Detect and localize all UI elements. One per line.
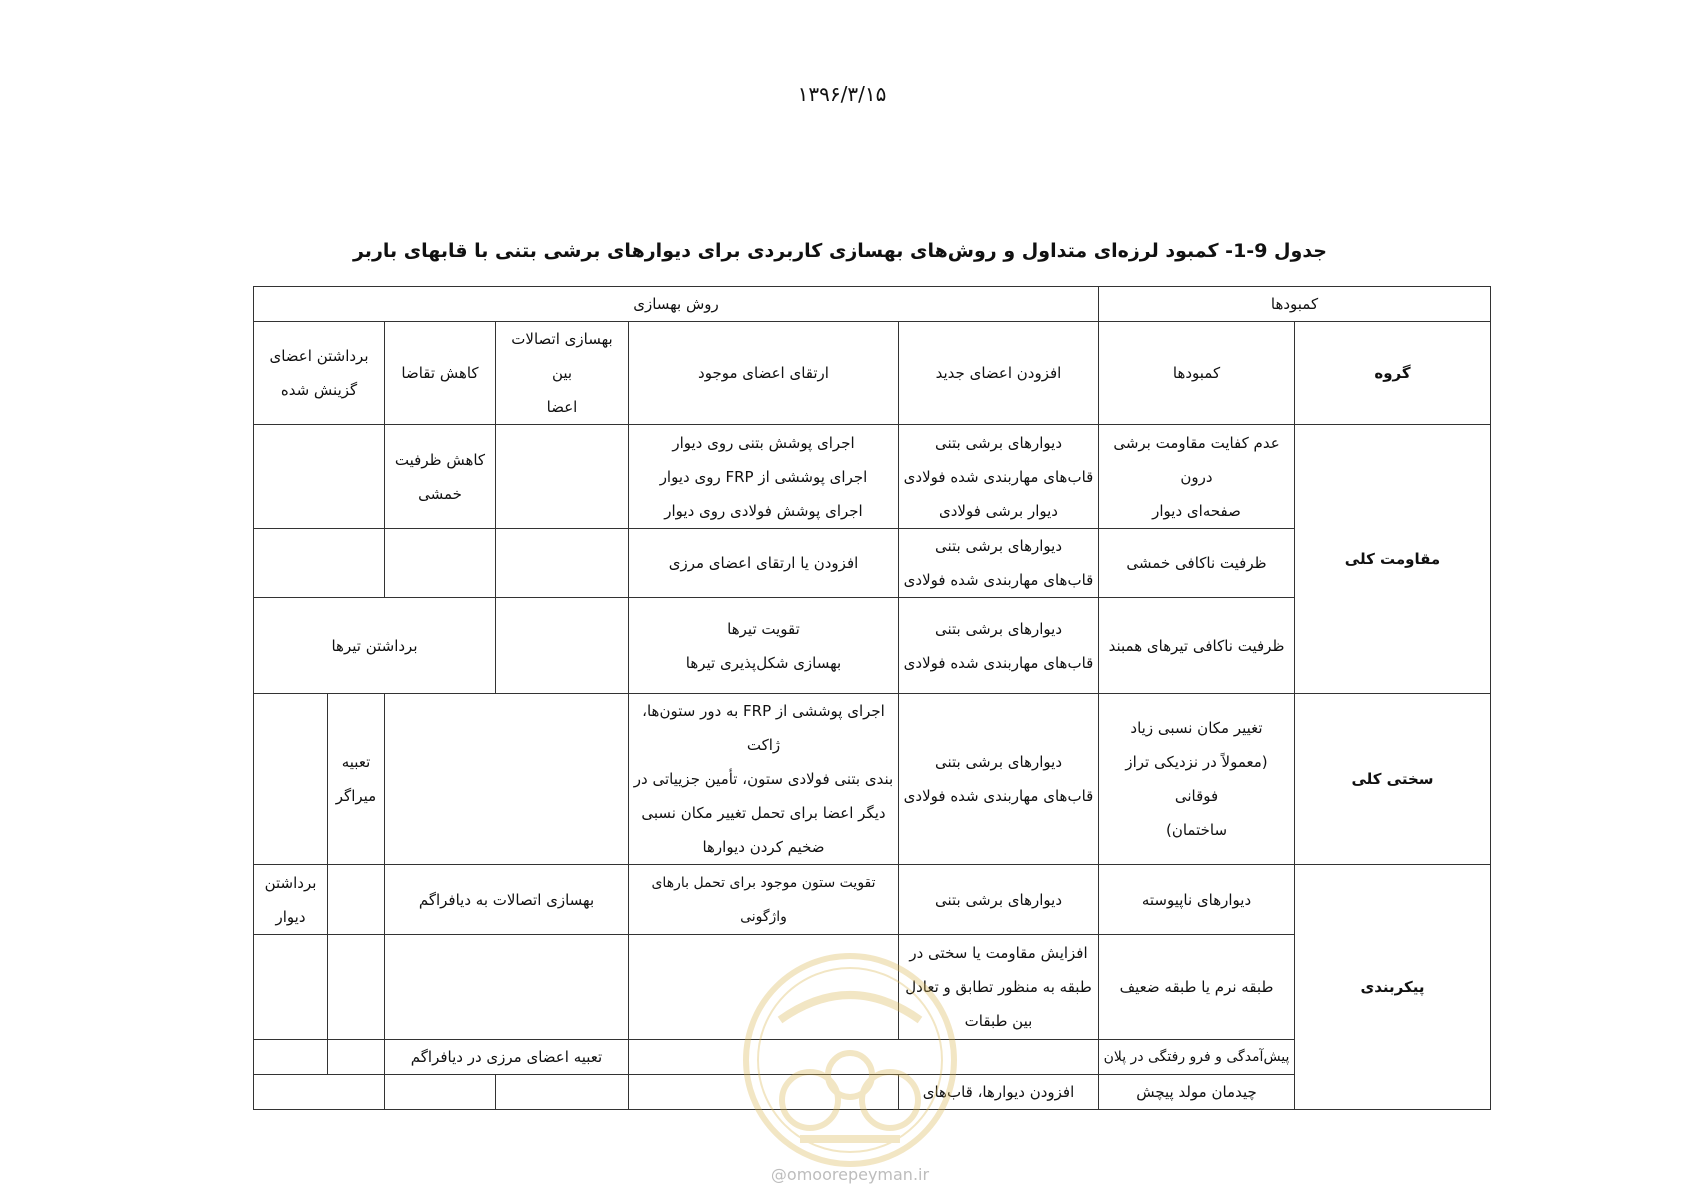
- deficiencies-header: کمبودها: [1099, 287, 1491, 322]
- cell-line: اجرای پوششی از FRP روی دیوار: [659, 467, 868, 486]
- deficiency-cell: دیوارهای ناپیوسته: [1099, 865, 1295, 935]
- cell-line: تقویت تیرها: [727, 619, 800, 638]
- cell-line: دیوارهای برشی بتنی: [934, 619, 1063, 638]
- cell-line: خمشی: [418, 484, 462, 503]
- add-new-cell: [899, 598, 1099, 694]
- remove-cell: [254, 865, 328, 935]
- deficiency-cell: [1099, 425, 1295, 529]
- remove-cell: [254, 694, 328, 865]
- cell-line: دیگر اعضا برای تحمل تغییر مکان نسبی: [641, 804, 886, 822]
- cell-line: قاب‌های مهاربندی شده فولادی: [903, 653, 1094, 672]
- damper-cell: [328, 865, 385, 935]
- table-row: [254, 287, 1491, 322]
- add-new-cell: [899, 694, 1099, 865]
- table-title: جدول 9-1- کمبود لرزه‌ای متداول و روش‌های بهسازی کاربردی برای دیوارهای برشی بتنی با قابهای باربر: [352, 240, 1328, 262]
- cell-line: ساختمان): [1165, 821, 1228, 839]
- connections-header-line2: اعضا: [546, 398, 578, 416]
- retrofit-methods-header: روش بهسازی: [254, 287, 1099, 322]
- reduce-demand-cell: [385, 529, 496, 598]
- group-header: گروه: [1295, 322, 1491, 425]
- deficiency-table: [253, 286, 1491, 1110]
- remove-cell: [254, 425, 385, 529]
- cell-line: دیوار: [275, 907, 306, 926]
- remove-cell: برداشتن تیرها: [254, 598, 496, 694]
- upgrade-cell: [629, 1075, 899, 1110]
- connections-cell: [496, 598, 629, 694]
- cell-line: قاب‌های مهاربندی شده فولادی: [903, 571, 1094, 589]
- cell-line: (معمولاً در نزدیکی تراز فوقانی: [1125, 753, 1268, 805]
- cell-line: اجرای پوششی از FRP به دور ستون‌ها، ژاکت: [642, 702, 885, 754]
- group-overall-strength: مقاومت کلی: [1295, 425, 1491, 694]
- add-new-header: افزودن اعضای جدید: [899, 322, 1099, 425]
- deficiency-cell: [1099, 694, 1295, 865]
- remove-cell: [254, 935, 328, 1040]
- table-row: [254, 425, 1491, 529]
- add-new-cell: افزودن دیوارها، قاب‌های: [899, 1075, 1099, 1110]
- cell-line: کاهش ظرفیت: [394, 450, 486, 469]
- cell-line: دیوارهای برشی بتنی: [934, 537, 1063, 555]
- connections-cell: [496, 1075, 629, 1110]
- deficiency-col-header: کمبودها: [1099, 322, 1295, 425]
- group-configuration: پیکربندی: [1295, 865, 1491, 1110]
- cell-line: برداشتن: [264, 873, 317, 892]
- document-date: ۱۳۹۶/۳/۱۵: [797, 82, 887, 106]
- cell-line: ضخیم کردن دیوارها: [702, 838, 825, 856]
- upgrade-cell: [629, 425, 899, 529]
- connections-cell: [496, 529, 629, 598]
- remove-cell: [254, 1075, 385, 1110]
- deficiency-cell: طبقه نرم یا طبقه ضعیف: [1099, 935, 1295, 1040]
- add-new-cell: [899, 425, 1099, 529]
- cell-line: بندی بتنی فولادی ستون، تأمین جزییاتی در: [633, 770, 894, 788]
- damper-cell: [328, 1040, 385, 1075]
- upgrade-cell: تقویت ستون موجود برای تحمل بارهای واژگونی: [629, 865, 899, 935]
- connections-cell: بهسازی اتصالات به دیافراگم: [385, 865, 629, 935]
- add-new-cell: [899, 529, 1099, 598]
- upgrade-cell: [629, 935, 899, 1040]
- cell-line: عدم کفایت مقاومت برشی درون: [1113, 433, 1280, 486]
- cell-line: اجرای پوشش فولادی روی دیوار: [664, 501, 863, 520]
- connections-header-line1: بهسازی اتصالات بین: [511, 330, 613, 382]
- upgrade-existing-header: ارتقای اعضای موجود: [629, 322, 899, 425]
- add-new-cell: [899, 935, 1099, 1040]
- cell-line: دیوارهای برشی بتنی: [934, 753, 1063, 771]
- cell-line: طبقه به منظور تطابق و تعادل: [905, 978, 1092, 996]
- cell-line: بین طبقات: [964, 1012, 1033, 1030]
- reduce-demand-header: کاهش تقاضا: [385, 322, 496, 425]
- damper-cell: [328, 694, 385, 865]
- cell-line: تغییر مکان نسبی زیاد: [1130, 719, 1263, 737]
- deficiency-cell: ظرفیت ناکافی خمشی: [1099, 529, 1295, 598]
- upgrade-cell: افزودن یا ارتقای اعضای مرزی: [629, 529, 899, 598]
- reduce-demand-cell: [385, 1075, 496, 1110]
- cell-line: میراگر: [335, 787, 377, 805]
- cell-line: دیوارهای برشی بتنی: [934, 433, 1063, 452]
- table-row: [254, 322, 1491, 425]
- connections-cell: [496, 425, 629, 529]
- group-overall-stiffness: سختی کلی: [1295, 694, 1491, 865]
- deficiency-cell: چیدمان مولد پیچش: [1099, 1075, 1295, 1110]
- remove-members-header: [254, 322, 385, 425]
- connections-cell: [385, 935, 629, 1040]
- connections-reduce-cell: [385, 694, 629, 865]
- upgrade-cell: [629, 694, 899, 865]
- add-new-cell: دیوارهای برشی بتنی: [899, 865, 1099, 935]
- upgrade-cell: [629, 598, 899, 694]
- damper-cell: [328, 935, 385, 1040]
- remove-cell: [254, 529, 385, 598]
- cell-line: قاب‌های مهاربندی شده فولادی: [903, 787, 1094, 805]
- cell-line: تعبیه: [341, 753, 371, 771]
- cell-line: دیوار برشی فولادی: [939, 501, 1058, 520]
- add-upgrade-cell: [629, 1040, 1099, 1075]
- connections-header: [496, 322, 629, 425]
- remove-header-line1: برداشتن اعضای: [269, 347, 369, 365]
- cell-line: بهسازی شکل‌پذیری تیرها: [685, 653, 842, 672]
- remove-header-line2: گزینش شده: [280, 381, 358, 399]
- remove-cell: [254, 1040, 328, 1075]
- connections-cell: تعبیه اعضای مرزی در دیافراگم: [385, 1040, 629, 1075]
- deficiency-cell: ظرفیت ناکافی تیرهای همبند: [1099, 598, 1295, 694]
- reduce-demand-cell: [385, 425, 496, 529]
- watermark-url: @omoorepeyman.ir: [770, 1165, 930, 1184]
- table-row: [254, 865, 1491, 935]
- cell-line: قاب‌های مهاربندی شده فولادی: [903, 467, 1094, 486]
- cell-line: اجرای پوشش بتنی روی دیوار: [672, 433, 855, 452]
- deficiency-cell: پیش‌آمدگی و فرو رفتگی در پلان: [1099, 1040, 1295, 1075]
- cell-line: افزایش مقاومت یا سختی در: [909, 944, 1088, 962]
- cell-line: صفحه‌ای دیوار: [1152, 501, 1241, 520]
- table-row: [254, 694, 1491, 865]
